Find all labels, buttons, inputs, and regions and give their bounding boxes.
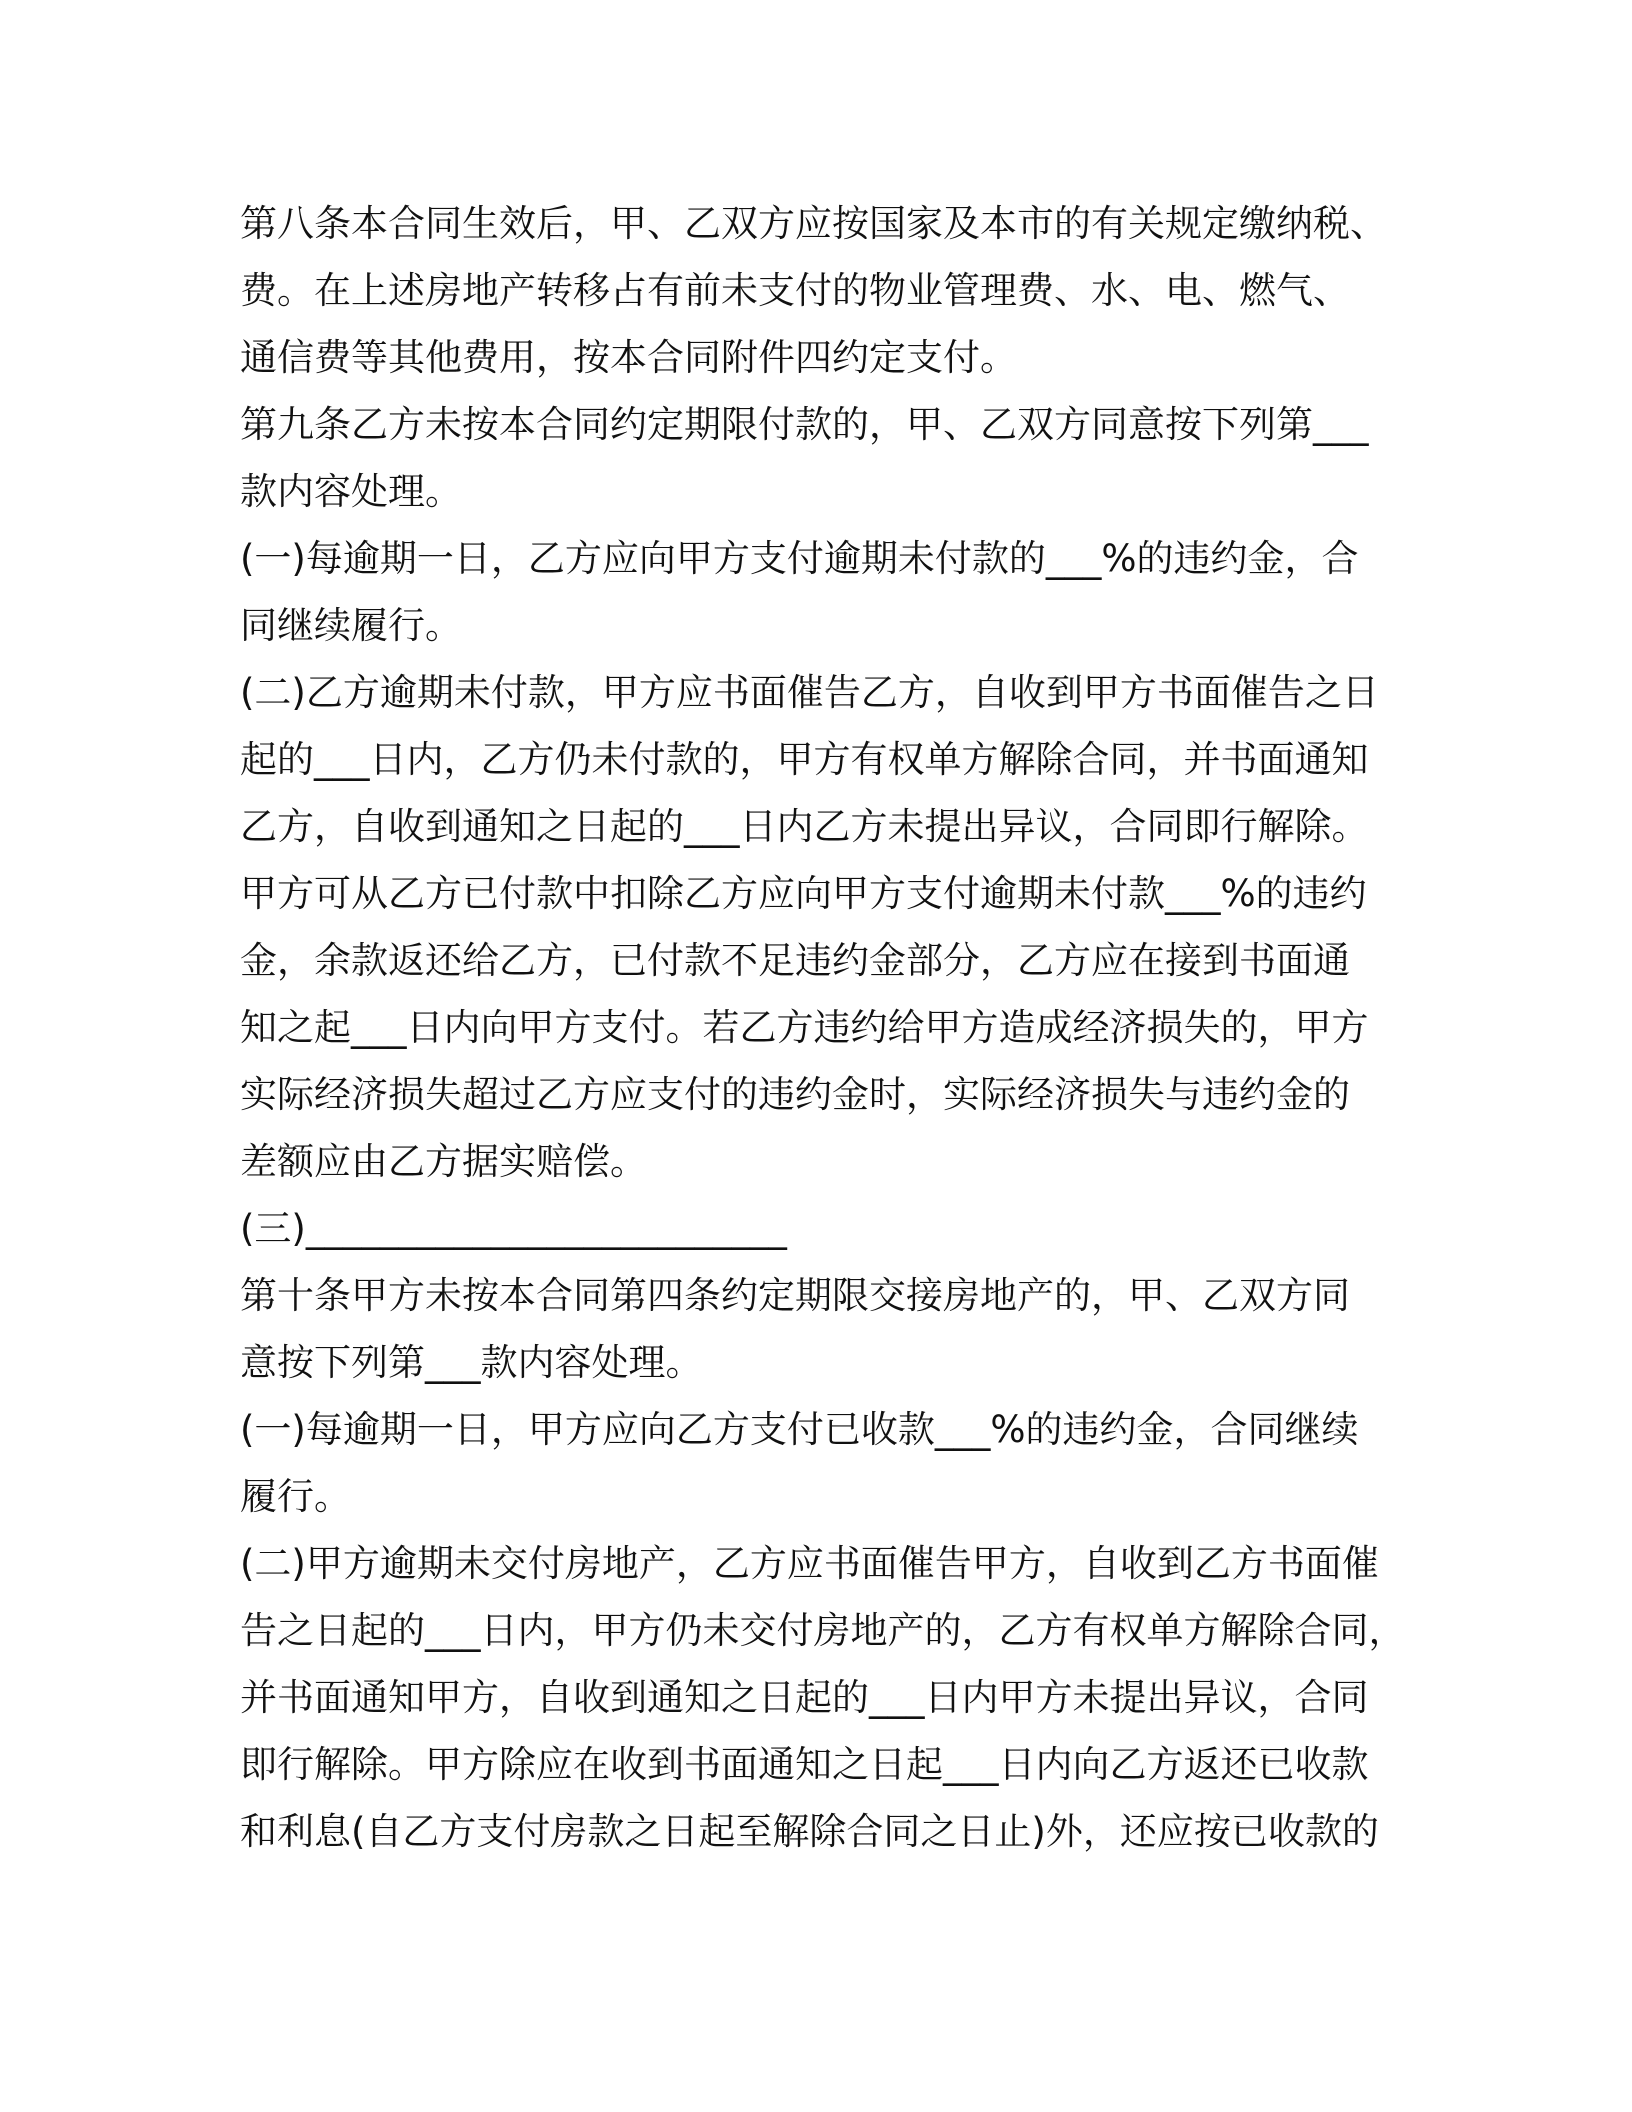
text-line: 甲方可从乙方已付款中扣除乙方应向甲方支付逾期未付款___%的违约: [240, 872, 1367, 915]
text-line: 即行解除。甲方除应在收到书面通知之日起___日内向乙方返还已收款: [240, 1743, 1369, 1786]
text-line: 第九条乙方未按本合同约定期限付款的，甲、乙双方同意按下列第___: [240, 403, 1369, 446]
text-line: 款内容处理。: [240, 470, 462, 513]
article-9-paragraph: [240, 391, 1420, 525]
text-line: (二)甲方逾期未交付房地产，乙方应书面催告甲方，自收到乙方书面催: [240, 1542, 1379, 1585]
article-10-item-2-paragraph: [240, 1530, 1420, 1865]
text-line: 起的___日内，乙方仍未付款的，甲方有权单方解除合同，并书面通知: [240, 738, 1369, 781]
text-line: (二)乙方逾期未付款，甲方应书面催告乙方，自收到甲方书面催告之日: [240, 671, 1379, 714]
article-10-paragraph: [240, 1262, 1420, 1396]
article-10-item-1-paragraph: [240, 1396, 1420, 1530]
text-line: 第十条甲方未按本合同第四条约定期限交接房地产的，甲、乙双方同: [240, 1274, 1350, 1317]
text-line: 金，余款返还给乙方，已付款不足违约金部分，乙方应在接到书面通: [240, 939, 1350, 982]
contract-text: [240, 190, 1420, 1865]
text-line: 第八条本合同生效后，甲、乙双方应按国家及本市的有关规定缴纳税、: [240, 202, 1387, 245]
text-line: 乙方，自收到通知之日起的___日内乙方未提出异议，合同即行解除。: [240, 805, 1369, 848]
article-9-item-3-paragraph: [240, 1195, 1420, 1262]
article-9-item-2-paragraph: [240, 659, 1420, 1195]
article-9-item-1-paragraph: [240, 525, 1420, 659]
text-line: 费。在上述房地产转移占有前未支付的物业管理费、水、电、燃气、: [240, 269, 1350, 312]
text-line: 通信费等其他费用，按本合同附件四约定支付。: [240, 336, 1017, 379]
text-line: 知之起___日内向甲方支付。若乙方违约给甲方造成经济损失的，甲方: [240, 1006, 1369, 1049]
text-line: (一)每逾期一日，甲方应向乙方支付已收款___%的违约金，合同继续: [240, 1408, 1359, 1451]
text-line: 告之日起的___日内，甲方仍未交付房地产的，乙方有权单方解除合同，: [240, 1609, 1406, 1652]
text-line: 同继续履行。: [240, 604, 462, 647]
text-line: 并书面通知甲方，自收到通知之日起的___日内甲方未提出异议，合同: [240, 1676, 1369, 1719]
text-line: 和利息(自乙方支付房款之日起至解除合同之日止)外，还应按已收款的: [240, 1810, 1379, 1853]
text-line: 差额应由乙方据实赔偿。: [240, 1140, 647, 1183]
text-line: 实际经济损失超过乙方应支付的违约金时，实际经济损失与违约金的: [240, 1073, 1350, 1116]
text-line: 意按下列第___款内容处理。: [240, 1341, 703, 1384]
article-8-paragraph: [240, 190, 1420, 391]
text-line: 履行。: [240, 1475, 351, 1518]
text-line: (三)__________________________: [240, 1207, 787, 1250]
text-line: (一)每逾期一日，乙方应向甲方支付逾期未付款的___%的违约金，合: [240, 537, 1359, 580]
